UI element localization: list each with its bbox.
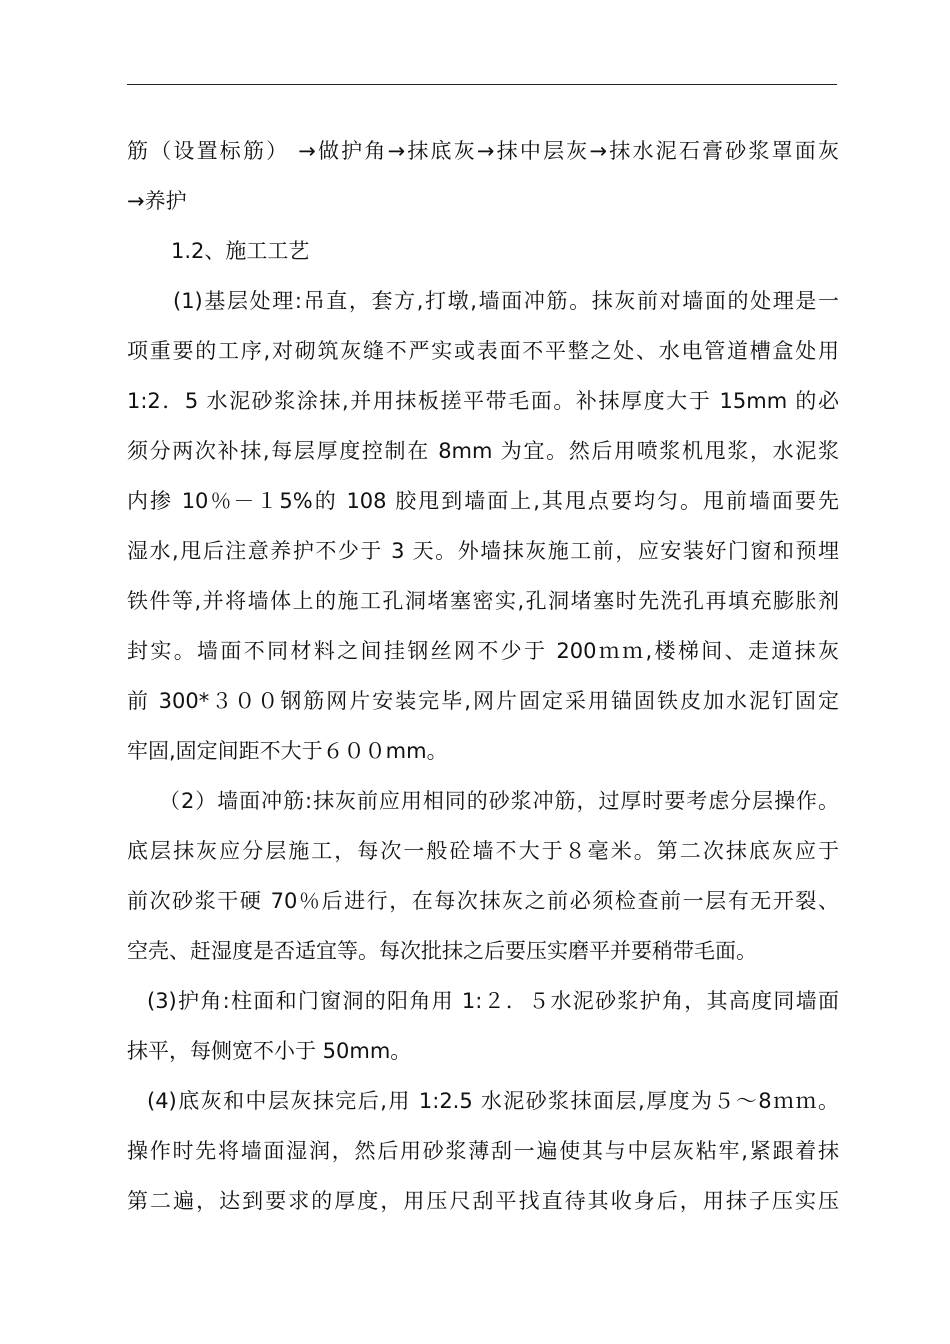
text-line: （2）墙面冲筋:抹灰前应用相同的砂浆冲筋，过厚时要考虑分层操作。 (159, 789, 839, 813)
text-line: 底层抹灰应分层施工，每次一般砼墙不大于８毫米。第二次抹底灰应于 (127, 839, 839, 863)
text-line: 牢固,固定间距不大于６００mm。 (127, 739, 448, 763)
text-line: 前次砂浆干硬 70％后进行，在每次抹灰之前必须检查前一层有无开裂、 (127, 889, 839, 913)
text-line: →养护 (127, 189, 187, 213)
text-line: 须分两次补抹,每层厚度控制在 8mm 为宜。然后用喷浆机甩浆，水泥浆 (127, 439, 839, 463)
text-line: 操作时先将墙面湿润，然后用砂浆薄刮一遍使其与中层灰粘牢,紧跟着抹 (127, 1139, 839, 1163)
text-line: (3)护角:柱面和门窗洞的阳角用 1:２．５水泥砂浆护角，其高度同墙面 (147, 989, 839, 1013)
text-line: 内掺 10％－１5%的 108 胶甩到墙面上,其甩点要均匀。甩前墙面要先 (127, 489, 839, 513)
text-line: (1)基层处理:吊直，套方,打墩,墙面冲筋。抹灰前对墙面的处理是一 (173, 289, 839, 313)
text-line: 抹平，每侧宽不小于 50mm。 (127, 1039, 412, 1063)
text-line: 湿水,甩后注意养护不少于 3 天。外墙抹灰施工前，应安装好门窗和预埋 (127, 539, 839, 563)
header-rule (127, 84, 837, 85)
text-line: 项重要的工序,对砌筑灰缝不严实或表面不平整之处、水电管道槽盒处用 (127, 339, 839, 363)
document-body (127, 128, 839, 1228)
section-heading: 1.2、施工工艺 (171, 239, 310, 263)
text-line: 筋（设置标筋） →做护角→抹底灰→抹中层灰→抹水泥石膏砂浆罩面灰 (127, 139, 839, 163)
text-line: 封实。墙面不同材料之间挂钢丝网不少于 200ｍｍ,楼梯间、走道抹灰 (127, 639, 839, 663)
text-line: (4)底灰和中层灰抹完后,用 1:2.5 水泥砂浆抹面层,厚度为５～8ｍｍ。 (147, 1089, 839, 1113)
text-line: 1:2．5 水泥砂浆涂抹,并用抹板搓平带毛面。补抹厚度大于 15mm 的必 (127, 389, 839, 413)
text-line: 前 300*３００钢筋网片安装完毕,网片固定采用锚固铁皮加水泥钉固定 (127, 689, 839, 713)
text-line: 第二遍，达到要求的厚度，用压尺刮平找直待其收身后，用抹子压实压 (127, 1189, 839, 1213)
text-line: 铁件等,并将墙体上的施工孔洞堵塞密实,孔洞堵塞时先洗孔再填充膨胀剂 (127, 589, 839, 613)
text-line: 空壳、赶湿度是否适宜等。每次批抹之后要压实磨平并要稍带毛面。 (127, 939, 757, 963)
